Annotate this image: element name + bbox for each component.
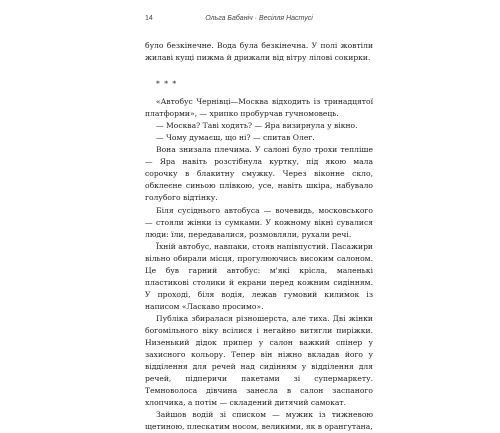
paragraph: Біля сусіднього автобуса — вочевидь, московського — стояли жінки із сумками. У кожному вікні сувалися люди: їли, передавалися, розмовляли, рухали речі. [145, 205, 373, 239]
paragraph: Їхній автобус, навпаки, стояв напівпустий. Пасажири вільно обирали місця, прогулюючись високим салоном. Це був гарний автобус: м'які крісла, маленькі пластикові столики й екрани перед кожним сидінням. У проході, біля водія, лежав гумовий килимок із написом «Ласкаво просимо». [145, 241, 373, 311]
paragraph: Вона знизала плечима. У салоні було трохи тепліше — Яра навіть розстібнула куртку, під якою мала сорочку в блакитну смужку. Через віконне скло, обклеєне синьою плівкою, усе, навіть шкіра, набувало голубого відтінку. [145, 145, 373, 203]
paragraph: Зайшов водій зі списком — мужик із тижневою щетиною, плескатим носом, великими, як в орангутана, [145, 410, 373, 432]
dialogue-line: — Москва? Таві ходять? — Яра визирнула у вікно. [156, 121, 358, 131]
page-number: 14 [145, 15, 153, 22]
paragraph-continuation: було безкінечне. Вода була безкінечна. У полі жовтіли жилаві кущі пижма й дрижали від вітру лілові сокирки. [145, 41, 373, 63]
running-title: Ольга Бабаніч · Весілля Настусі [205, 15, 313, 22]
section-spacer [145, 64, 373, 76]
page-body [145, 40, 373, 433]
page-header [145, 15, 373, 27]
section-break: * * * [156, 79, 178, 89]
paragraph: Публіка збиралася різношерста, але тиха. Дві жінки богомільного віку всілися і негайно витягли пиріжки. Низенький дідок припер у салон важкий спінер у захисного кольору. Тепер він ніжно вкладав його у відділення для речей над сидінням у відділення для речей, підперичи пакетами зі супермаркету. Темноволоса дівчина занесла в салон заспаного хлопчика, а потім — складений дитячий самокат. [145, 313, 373, 408]
dialogue-line: — Чому думаєш, що ні? — спитав Олег. [156, 133, 315, 143]
paragraph: «Автобус Чернівці—Москва відходить із тринадцятої платформи», — хрипко пробурчав гучномовець. [145, 97, 373, 119]
